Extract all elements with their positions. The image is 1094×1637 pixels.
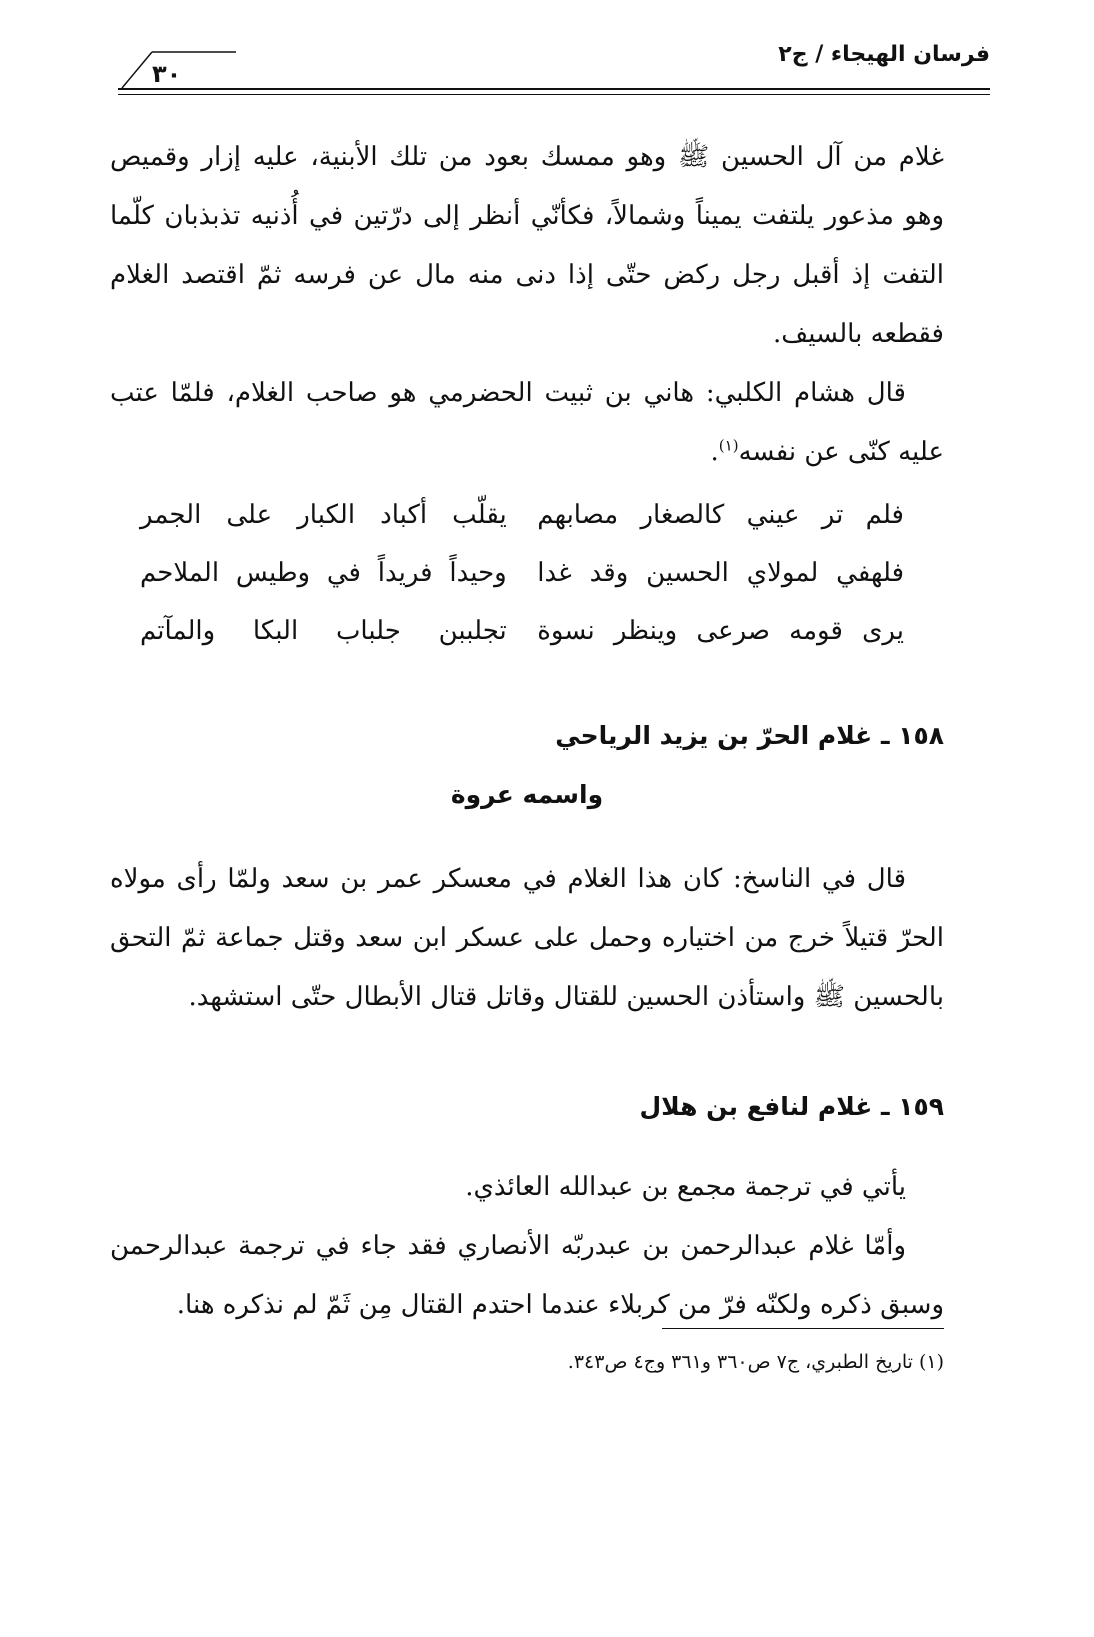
- footnote-separator: [662, 1328, 944, 1329]
- paragraph-2-text: قال هشام الكلبي: هاني بن ثبيت الحضرمي هو صاحب الغلام، فلمّا عتب عليه كنّى عن نفسه: [110, 378, 944, 467]
- running-title: فرسان الهيجاء / ج٢: [778, 42, 990, 67]
- paragraph-1: غلام من آل الحسين ﷺ وهو ممسك بعود من تلك الأبنية، عليه إزار وقميص وهو مذعور يلتفت يميناً وشمالاً، فكأنّي أنظر إلى درّتين في أُذنيه تذبذبان كلّما التفت إذ أقبل رجل ركض حتّى إذا دنى منه مال عن فرسه ثمّ اقتصد الغلام فقطعه بالسيف.: [110, 142, 944, 349]
- page-number: ٣٠: [152, 60, 182, 88]
- verse-second-hemistich: تجلببن جلباب البكا والمآتم: [140, 616, 507, 646]
- page-body: [110, 128, 944, 1335]
- poem-verse: [140, 602, 904, 660]
- verse-first-hemistich: يرى قومه صرعى وينظر نسوة: [537, 616, 904, 646]
- section-158-subheading: واسمه عروة: [450, 780, 604, 809]
- footnotes: [110, 1345, 944, 1379]
- poem-verse: [140, 486, 904, 544]
- header-rule-thin: [118, 94, 990, 95]
- poem-verse: [140, 544, 904, 602]
- paragraph-3: قال في الناسخ: كان هذا الغلام في معسكر عمر بن سعد ولمّا رأى مولاه الحرّ قتيلاً خرج من اختياره وحمل على عسكر ابن سعد وقتل جماعة ثمّ التحق بالحسين ﷺ واستأذن الحسين للقتال وقاتل قتال الأبطال حتّى استشهد.: [110, 864, 944, 1012]
- header-ornament: [118, 36, 990, 100]
- verse-first-hemistich: فلم تر عيني كالصغار مصابهم: [537, 500, 904, 530]
- verse-second-hemistich: وحيداً فريداً في وطيس الملاحم: [140, 558, 507, 588]
- paragraph-2: [110, 364, 944, 482]
- section-158-heading: ١٥٨ ـ غلام الحرّ بن يزيد الرياحي: [555, 721, 944, 750]
- header-rule: [118, 88, 990, 90]
- verse-second-hemistich: يقلّب أكباد الكبار على الجمر: [140, 500, 507, 530]
- footnote-marker[interactable]: (١): [718, 436, 739, 455]
- footnote-1: (١) تاريخ الطبري، ج٧ ص٣٦٠ و٣٦١ وج٤ ص٣٤٣.: [567, 1351, 944, 1373]
- verse-first-hemistich: فلهفي لمولاي الحسين وقد غدا: [537, 558, 904, 588]
- paragraph-2-end: .: [710, 437, 719, 467]
- section-159-heading: ١٥٩ ـ غلام لنافع بن هلال: [639, 1092, 944, 1121]
- paragraph-5: وأمّا غلام عبدالرحمن بن عبدربّه الأنصاري فقد جاء في ترجمة عبدالرحمن وسبق ذكره ولكنّه فرّ من كربلاء عندما احتدم القتال مِن ثَمّ لم نذكره هنا.: [110, 1231, 944, 1320]
- page-header: [118, 36, 990, 100]
- poem: [110, 486, 944, 660]
- paragraph-4: يأتي في ترجمة مجمع بن عبدالله العائذي.: [465, 1172, 906, 1202]
